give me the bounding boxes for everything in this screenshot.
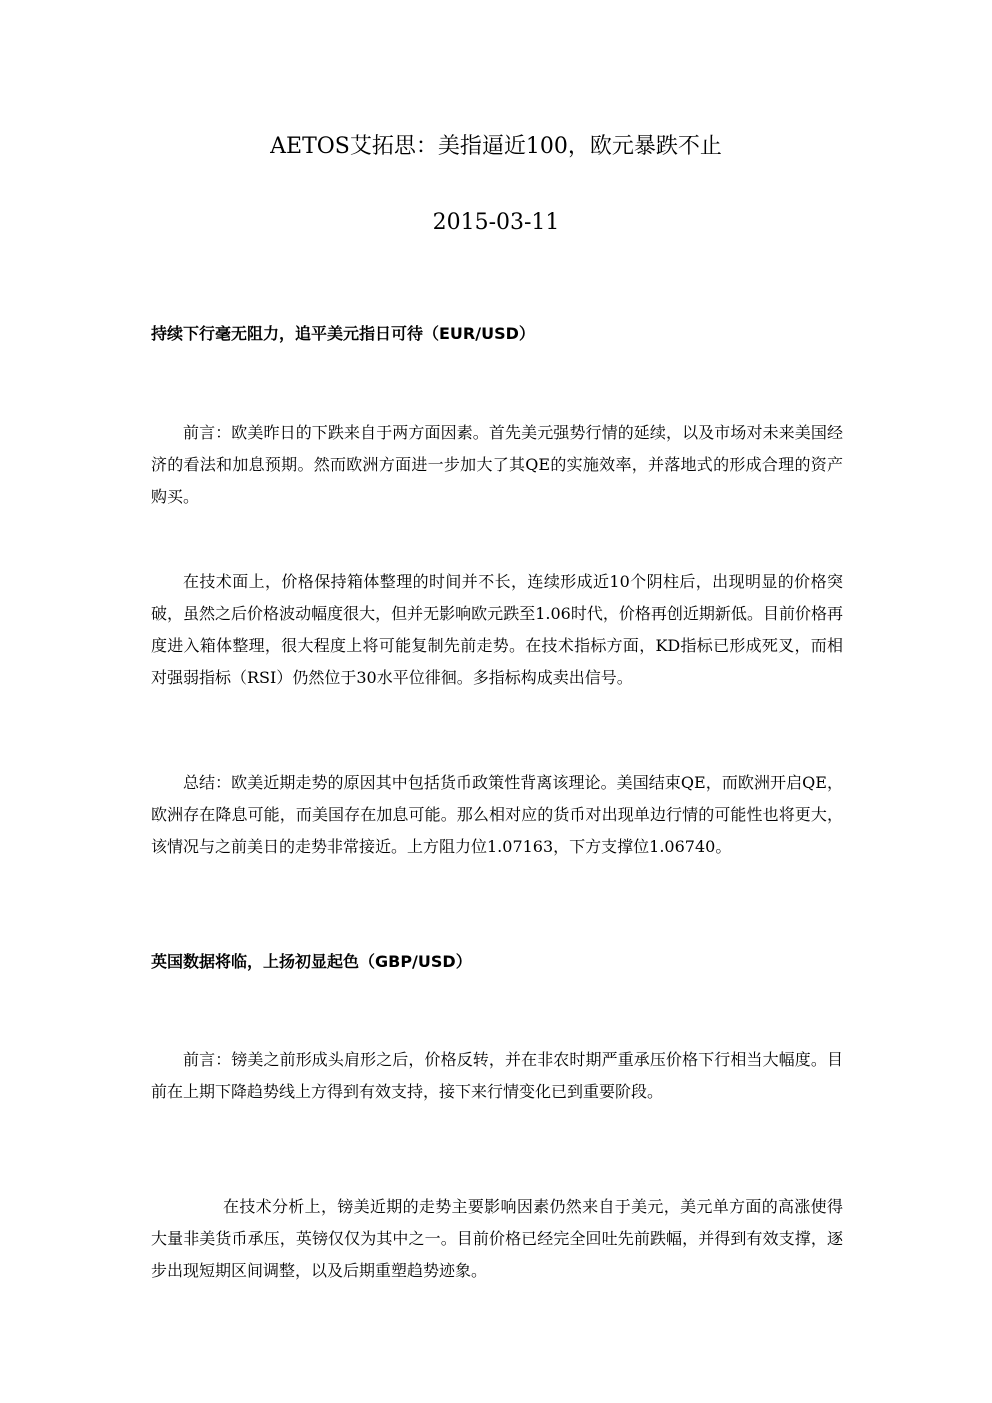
paragraph-gbpusd-preface: 前言：镑美之前形成头肩形之后，价格反转，并在非农时期严重承压价格下行相当大幅度。目前在上期下降趋势线上方得到有效支持，接下来行情变化已到重要阶段。 [151,1050,843,1101]
paragraph-eurusd-preface: 前言：欧美昨日的下跌来自于两方面因素。首先美元强势行情的延续，以及市场对未来美国经济的看法和加息预期。然而欧洲方面进一步加大了其QE的实施效率，并落地式的形成合理的资产购买。 [151,423,843,506]
document-title: AETOS艾拓思：美指逼近100，欧元暴跌不止 [270,134,722,159]
paragraph-eurusd-summary: 总结：欧美近期走势的原因其中包括货币政策性背离该理论。美国结束QE，而欧洲开启QE，欧洲存在降息可能，而美国存在加息可能。那么相对应的货币对出现单边行情的可能性也将更大，该情况与之前美日的走势非常接近。上方阻力位1.07163，下方支撑位1.06740。 [151,773,843,856]
paragraph-gbpusd-technical: 在技术分析上，镑美近期的走势主要影响因素仍然来自于美元，美元单方面的高涨使得大量非美货币承压，英镑仅仅为其中之一。目前价格已经完全回吐先前跌幅，并得到有效支撑，逐步出现短期区间调整，以及后期重塑趋势迹象。 [151,1197,843,1280]
document-date: 2015-03-11 [432,210,560,235]
section-heading-gbpusd: 英国数据将临，上扬初显起色（GBP/USD） [151,952,472,971]
paragraph-eurusd-technical: 在技术面上，价格保持箱体整理的时间并不长，连续形成近10个阴柱后，出现明显的价格突破，虽然之后价格波动幅度很大，但并无影响欧元跌至1.06时代，价格再创近期新低。目前价格再度进入箱体整理，很大程度上将可能复制先前走势。在技术指标方面，KD指标已形成死叉，而相对强弱指标（RSI）仍然位于30水平位徘徊。多指标构成卖出信号。 [151,572,843,687]
section-heading-eurusd: 持续下行毫无阻力，追平美元指日可待（EUR/USD） [151,324,535,343]
